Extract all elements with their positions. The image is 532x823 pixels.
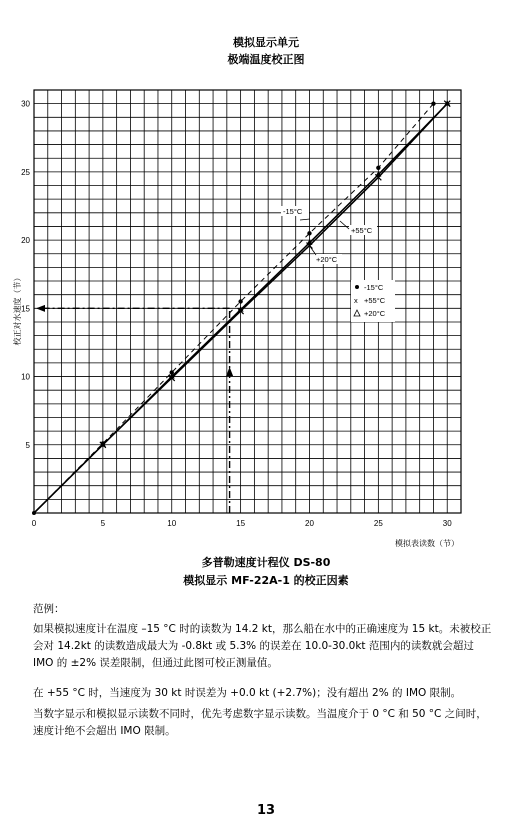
y-tick-label: 10	[21, 372, 30, 382]
y-tick-label: 25	[21, 167, 30, 177]
x-tick-label: 0	[31, 519, 37, 528]
legend-label: +55°C	[364, 296, 386, 305]
data-point-dot	[307, 231, 311, 235]
document-title: 模拟显示单元	[233, 36, 299, 49]
figure-caption-line1: 多普勒速度计程仪 DS-80	[201, 556, 331, 569]
x-tick-label: 25	[373, 519, 383, 528]
x-tick-label: 10	[167, 519, 177, 528]
page-number: 13	[256, 803, 276, 818]
paragraph-2: 在 +55 °C 时，当速度为 30 kt 时误差为 +0.0 kt (+2.7%)；没有超出 2% 的 IMO 限制。	[33, 687, 462, 699]
x-tick-label: 20	[305, 519, 314, 528]
legend-symbol-dot	[355, 285, 359, 289]
example-label: 范例：	[33, 603, 65, 615]
paragraph-1: 如果模拟速度计在温度 –15 °C 时的读数为 14.2 kt，那么船在水中的正确速度为 15 kt。未被校正会对 14.2kt 的读数造成最大为 -0.8kt 或 5.3% 的误差在 10.0-30.0kt 范围内的读数就会超过 IMO 的 ±2% 误差限制，但通过此图可校正测量值。	[33, 623, 492, 669]
figure-caption-line2: 模拟显示 MF-22A-1 的校正因素	[183, 574, 349, 587]
chart-legend	[351, 280, 395, 322]
x-tick-label: 5	[100, 519, 106, 528]
x-axis-label: 模拟表读数（节）	[395, 539, 459, 548]
data-point-dot	[238, 299, 242, 303]
y-tick-label: 20	[21, 236, 30, 246]
x-tick-label: 15	[236, 519, 246, 528]
legend-label: +20°C	[364, 309, 386, 318]
chart-title: 极端温度校正图	[227, 53, 305, 66]
legend-symbol-x: x	[354, 296, 358, 305]
callout-label: +55°C	[351, 226, 373, 235]
data-point-dot	[376, 166, 380, 170]
y-tick-label: 5	[25, 440, 30, 450]
x-tick-label: 30	[442, 519, 452, 528]
y-tick-label: 15	[21, 304, 30, 314]
y-axis-label: 校正对水速度（节）	[13, 273, 22, 346]
callout-label: +20°C	[316, 255, 338, 264]
correction-chart	[0, 88, 532, 550]
callout-label: -15°C	[283, 207, 303, 216]
data-point-dot	[431, 101, 435, 105]
legend-label: -15°C	[364, 283, 384, 292]
paragraph-3: 当数字显示和模拟显示读数不同时，优先考虑数字显示读数。当温度介于 0 °C 和 50 °C 之间时，速度计绝不会超出 IMO 限制。	[33, 708, 487, 737]
y-tick-label: 30	[21, 99, 30, 109]
